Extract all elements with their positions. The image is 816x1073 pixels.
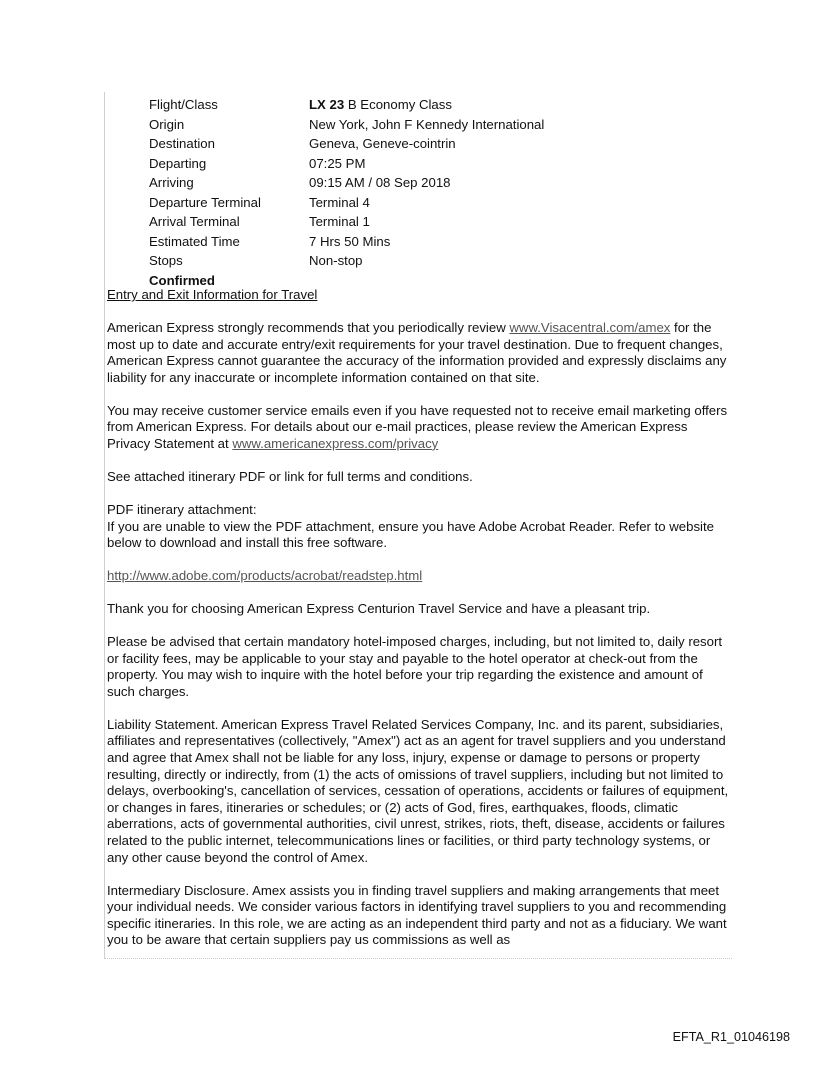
flight-label: Arriving: [149, 175, 194, 191]
flight-row-departing: [149, 154, 729, 174]
privacy-link[interactable]: www.americanexpress.com/privacy: [232, 435, 439, 451]
flight-row-destination: [149, 134, 729, 154]
privacy-paragraph: You may receive customer service emails even if you have requested not to receive email marketing offers from American Express. For details about our e-mail practices, please review the American Express Privacy Statement at www.americanexpress.com/privacy: [107, 402, 728, 451]
flight-row-departure-terminal: [149, 193, 729, 213]
flight-value: Geneva, Geneve-cointrin: [309, 136, 456, 152]
flight-row-arrival-terminal: [149, 212, 729, 232]
flight-value: New York, John F Kennedy International: [309, 116, 545, 132]
flight-label: Origin: [149, 116, 185, 132]
adobe-reader-link[interactable]: http://www.adobe.com/products/acrobat/readstep.html: [107, 568, 423, 584]
flight-label: Departing: [149, 155, 207, 171]
flight-row-arriving: [149, 173, 729, 193]
thank-you-paragraph: Thank you for choosing American Express Centurion Travel Service and have a pleasant trip.: [107, 601, 651, 617]
flight-value: Non-stop: [309, 253, 363, 269]
flight-row-origin: [149, 115, 729, 135]
liability-statement-paragraph: Liability Statement. American Express Travel Related Services Company, Inc. and its parent, subsidiaries, affiliates and representatives (collectively, "Amex") act as an agent for travel suppliers and you understand and agree that Amex shall not be liable for any loss, injury, expense or damage to persons or property resulting, directly or indirectly, from (1) the acts of omissions of travel suppliers, including but not limited to delays, overbooking's, cancellation of services, cessation of operations, accidents or failures of equipment, or changes in fares, itineraries or schedules; or (2) acts of God, fires, earthquakes, floods, climatic aberrations, acts of governmental authorities, civil unrest, strikes, riots, theft, disease, accidents or failures related to the public internet, telecommunications lines or facilities, or third party technology systems, or any other cause beyond the control of Amex.: [107, 716, 729, 865]
adobe-paragraph: [107, 568, 729, 585]
entry-exit-heading: Entry and Exit Information for Travel: [107, 287, 318, 302]
visa-paragraph: American Express strongly recommends that you periodically review www.Visacentral.com/amex for the most up to date and accurate entry/exit requirements for your travel destination. Due to frequent changes, American Express cannot guarantee the accuracy of the information provided and expressly disclaims any liability for any inaccurate or incomplete information contained on that site.: [107, 319, 727, 385]
hotel-charges-paragraph: Please be advised that certain mandatory hotel-imposed charges, including, but not limited to, daily resort or facility fees, may be applicable to your stay and payable to the hotel operator at check-out from the property. You may wish to inquire with the hotel before your trip regarding the existence and amount of such charges.: [107, 634, 723, 699]
document-id-stamp: EFTA_R1_01046198: [672, 1030, 790, 1044]
pdf-attachment-title: PDF itinerary attachment:: [107, 501, 257, 517]
flight-row-estimated-time: [149, 232, 729, 252]
visacentral-link[interactable]: www.Visacentral.com/amex: [509, 319, 671, 335]
flight-number: LX 23: [309, 97, 345, 113]
flight-row-flight-class: [149, 95, 729, 115]
terms-paragraph: See attached itinerary PDF or link for full terms and conditions.: [107, 468, 473, 484]
intermediary-disclosure-paragraph: Intermediary Disclosure. Amex assists you in finding travel suppliers and making arrangements that meet your individual needs. We consider various factors in identifying travel suppliers to you and recommending specific itineraries. In this role, we are acting as an independent third party and not as a fiduciary. We want you to be aware that certain suppliers pay us commissions as well as: [107, 882, 727, 948]
flight-label: Flight/Class: [149, 97, 218, 113]
flight-value: Terminal 4: [309, 194, 370, 210]
flight-label: Departure Terminal: [149, 194, 261, 210]
flight-label: Destination: [149, 136, 215, 152]
flight-row-stops: [149, 251, 729, 271]
flight-value: 09:15 AM / 08 Sep 2018: [309, 175, 451, 191]
booking-status: Confirmed: [149, 272, 215, 288]
email-content: [107, 287, 729, 965]
flight-value: 7 Hrs 50 Mins: [309, 233, 391, 249]
flight-details-table: [149, 95, 729, 290]
flight-value: 07:25 PM: [309, 155, 366, 171]
flight-class: B Economy Class: [344, 97, 452, 113]
flight-label: Estimated Time: [149, 233, 240, 249]
flight-label: Stops: [149, 253, 183, 269]
pdf-attachment-paragraph: PDF itinerary attachment: If you are unable to view the PDF attachment, ensure you have Adobe Acrobat Reader. Refer to website below to download and install this free software.: [107, 501, 714, 551]
flight-label: Arrival Terminal: [149, 214, 240, 230]
flight-value: Terminal 1: [309, 214, 370, 230]
